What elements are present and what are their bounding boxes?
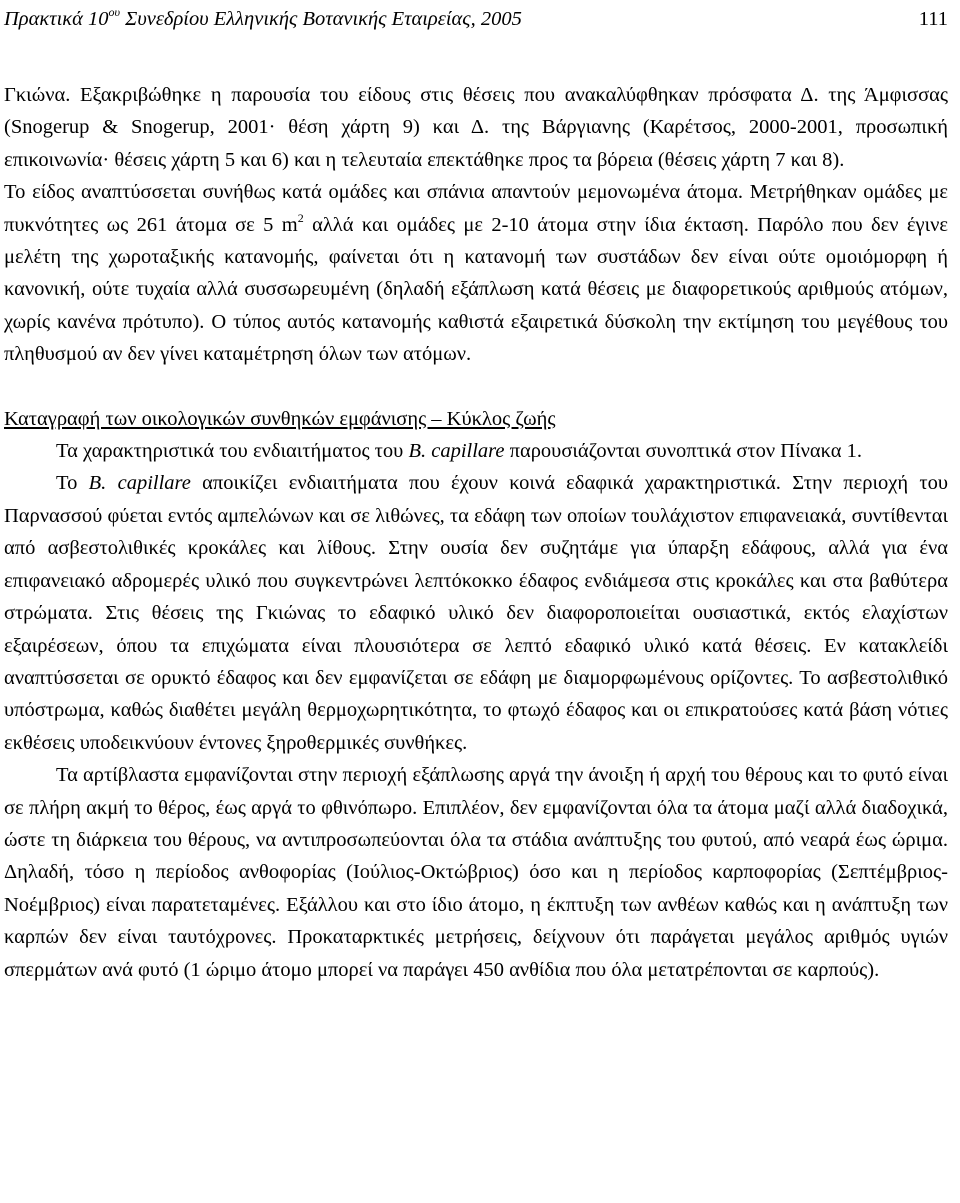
running-header: [4, 4, 948, 34]
body-text: [4, 79, 948, 986]
paragraph-population: Το είδος αναπτύσσεται συνήθως κατά ομάδες και σπάνια απαντούν μεμονωμένα άτομα. Μετρήθηκαν ομάδες με πυκνότητες ως 261 άτομα σε 5 $m^2$ αλλά και ομάδες με 2-10 άτομα στην ίδια έκταση. Παρόλο που δεν έγινε μελέτη της χωροταξικής κατανομής, φαίνεται ότι η κατανομή των συστάδων δεν είναι ούτε ομοιόμορφη ή κανονική, ούτε τυχαία αλλά συσσωρευμένη (δηλαδή εξάπλωση κατά θέσεις με διαφορετικούς αριθμούς ατόμων, χωρίς κανένα πρότυπο). Ο τύπος αυτός κατανομής καθιστά εξαιρετικά δύσκολη την εκτίμηση του μεγέθους του πληθυσμού αν δεν γίνει καταμέτρηση όλων των ατόμων.: [4, 181, 948, 366]
species-name: B. capillare: [408, 440, 505, 463]
section-heading: Καταγραφή των οικολογικών συνθηκών εμφάνισης – Κύκλος ζωής: [4, 407, 556, 430]
unit-superscript: 2: [297, 210, 304, 225]
paragraph-soil: Το B. capillare αποικίζει ενδιαιτήματα που έχουν κοινά εδαφικά χαρακτηριστικά. Στην περιοχή του Παρνασσού φύεται εντός αμπελώνων και σε λιθώνες, τα εδάφη των οποίων τουλάχιστον επιφανειακά, συντίθενται από ασβεστολιθικές κροκάλες και λίθους. Στην ουσία δεν συζητάμε για ύπαρξη εδάφους, αλλά για ένα επιφανειακό αδρομερές υλικό που συγκεντρώνει λεπτόκοκκο έδαφος ενδιάμεσα στις κροκάλες και στα βαθύτερα στρώματα. Στις θέσεις της Γκιώνας το εδαφικό υλικό δεν διαφοροποιείται ουσιαστικά, εκτός ελαχίστων εξαιρέσεων, όπου τα επιχώματα είναι πλουσιότερα σε λεπτό εδαφικό υλικό κατά θέσεις. Εν κατακλείδι αναπτύσσεται σε ορυκτό έδαφος και δεν εμφανίζεται σε εδάφη με διαμορφωμένους ορίζοντες. Το ασβεστολιθικό υπόστρωμα, καθώς διαθέτει μεγάλη θερμοχωρητικότητα, το φτωχό έδαφος και οι επικρατούσες κατά βάση νότιες εκθέσεις υποδεικνύουν έντονες ξηροθερμικές συνθήκες.: [4, 472, 948, 754]
paragraph-life-cycle: Τα αρτίβλαστα εμφανίζονται στην περιοχή εξάπλωσης αργά την άνοιξη ή αρχή του θέρους και το φυτό είναι σε πλήρη ακμή το θέρος, έως αργά το φθινόπωρο. Επιπλέον, δεν εμφανίζονται όλα τα άτομα μαζί αλλά διαδοχικά, ώστε τη διάρκεια του θέρους, να αντιπροσωπεύονται όλα τα στάδια ανάπτυξης του φυτού, από νεαρά έως ώριμα. Δηλαδή, τόσο η περίοδος ανθοφορίας (Ιούλιος-Οκτώβριος) όσο και η περίοδος καρποφορίας (Σεπτέμβριος-Νοέμβριος) είναι παρατεταμένες. Εξάλλου και στο ίδιο άτομο, η έκπτυξη των ανθέων καθώς και η ανάπτυξη των καρπών δεν είναι ταυτόχρονες. Προκαταρκτικές μετρήσεις, δείχνουν ότι παράγεται μεγάλος αριθμός υγιών σπερμάτων ανά φυτό (1 ώριμο άτομο μπορεί να παράγει 450 ανθίδια που όλα μετατρέπονται σε καρπούς).: [4, 764, 948, 981]
paragraph-habitat-intro: Τα χαρακτηριστικά του ενδιαιτήματος του B. capillare παρουσιάζονται συνοπτικά στον Πίνακα 1.: [56, 440, 862, 463]
paragraph-distribution: Γκιώνα. Εξακριβώθηκε η παρουσία του είδους στις θέσεις που ανακαλύφθηκαν πρόσφατα Δ. της Άμφισσας (Snogerup & Snogerup, 2001· θέση χάρτη 9) και Δ. της Βάργιανης (Καρέτσος, 2000-2001, προσωπική επικοινωνία· θέσεις χάρτη 5 και 6) και η τελευταία επεκτάθηκε προς τα βόρεια (θέσεις χάρτη 7 και 8).: [4, 84, 948, 171]
page-number: 111: [918, 8, 948, 30]
species-name: B. capillare: [88, 472, 191, 495]
proceedings-title: Πρακτικά $10^{o\upsilon}$ Συνεδρίου Ελληνικής Βοτανικής Εταιρείας, 2005: [4, 5, 522, 30]
